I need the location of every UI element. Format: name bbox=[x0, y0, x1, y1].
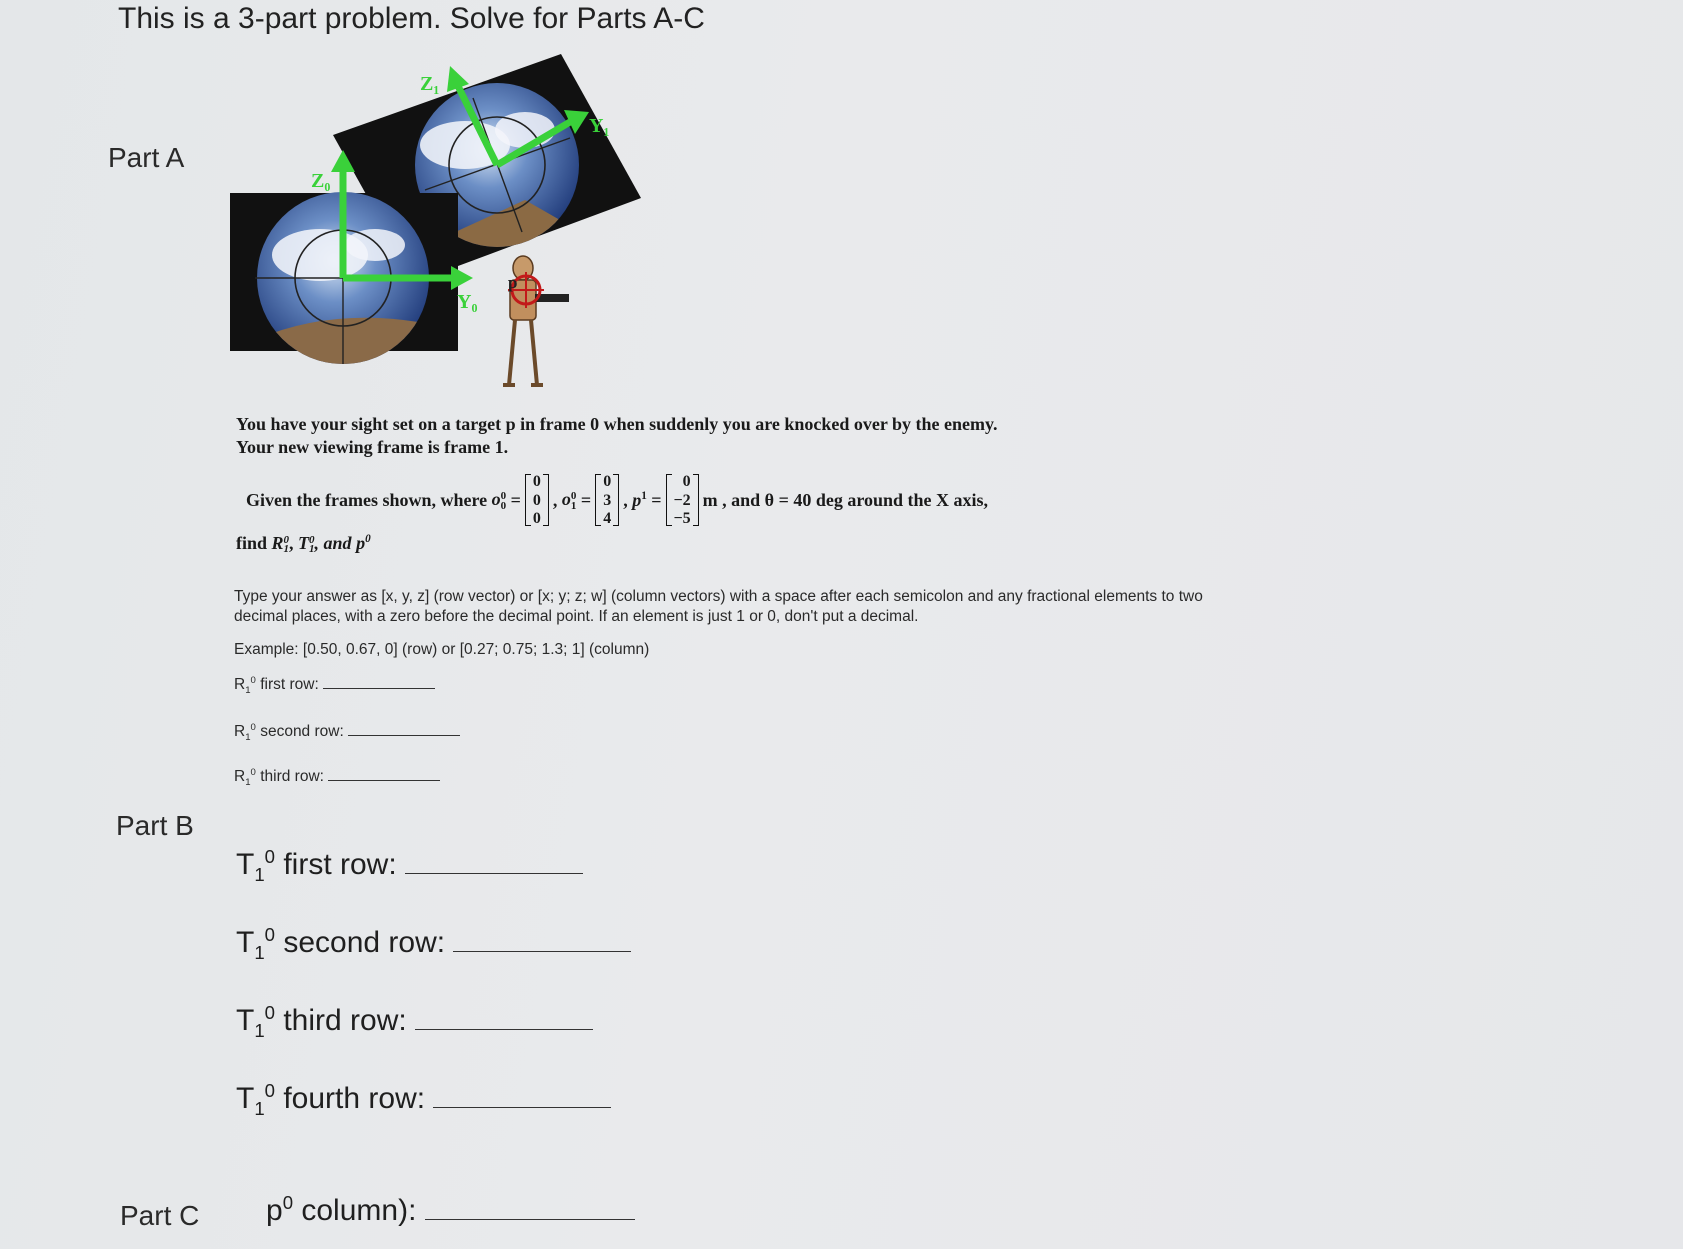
p1-symbol: $p^1$ bbox=[632, 489, 647, 510]
r-first-row-input[interactable] bbox=[323, 686, 435, 689]
target-p-label: p bbox=[508, 273, 518, 292]
axis-z0-label: Z₀ bbox=[311, 170, 331, 192]
r-third-row-input[interactable] bbox=[328, 778, 440, 781]
axis-z1-label: Z₁ bbox=[420, 73, 440, 95]
vector-o10: 0 3 4 bbox=[595, 474, 619, 526]
t-first-row: $T_1^0$ first row: bbox=[236, 848, 583, 882]
t-fourth-row: $T_1^0$ fourth row: bbox=[236, 1082, 611, 1116]
p-column: $p^0$ column): bbox=[266, 1194, 635, 1228]
p-column-input[interactable] bbox=[425, 1217, 635, 1220]
given-suffix: m , and θ = 40 deg around the X axis, bbox=[702, 489, 989, 510]
r-first-row: $R_1^0$ first row: bbox=[234, 676, 435, 694]
axis-y0-label: Y₀ bbox=[457, 291, 478, 313]
instructions-line1: Type your answer as [x, y, z] (row vector) or [x; y; z; w] (column vectors) with a space after each semicolon and any fractional elements to two bbox=[234, 588, 1203, 605]
given-prefix: Given the frames shown, where bbox=[246, 489, 488, 510]
problem-description-line2: Your new viewing frame is frame 1. bbox=[236, 437, 509, 457]
part-a-label: Part A bbox=[108, 142, 185, 173]
part-c-label: Part C bbox=[120, 1200, 200, 1231]
t-third-row: $T_1^0$ third row: bbox=[236, 1004, 593, 1038]
problem-description-line1: You have your sight set on a target p in frame 0 when suddenly you are knocked over by the enemy. bbox=[236, 414, 998, 434]
vector-o00: 0 0 0 bbox=[525, 474, 549, 526]
find-statement: find R 0 1 , T 0 1 , and $p^0$ bbox=[236, 533, 371, 555]
o10-symbol: o 0 1 bbox=[561, 489, 577, 512]
r-second-row-input[interactable] bbox=[348, 733, 460, 736]
problem-title: This is a 3-part problem. Solve for Parts A-C bbox=[118, 2, 705, 35]
r-third-row: $R_1^0$ third row: bbox=[234, 768, 440, 786]
instructions-line2: decimal places, with a zero before the decimal point. If an element is just 1 or 0, don't put a decimal. bbox=[234, 608, 919, 625]
t-first-row-input[interactable] bbox=[405, 871, 583, 874]
part-b-label: Part B bbox=[116, 810, 194, 841]
frames-figure bbox=[225, 50, 645, 395]
t-second-row: $T_1^0$ second row: bbox=[236, 926, 631, 960]
t-second-row-input[interactable] bbox=[453, 949, 631, 952]
t-fourth-row-input[interactable] bbox=[433, 1105, 611, 1108]
example-text: Example: [0.50, 0.67, 0] (row) or [0.27; 0.75; 1.3; 1] (column) bbox=[234, 641, 650, 658]
t-third-row-input[interactable] bbox=[415, 1027, 593, 1030]
o00-symbol: o 0 0 bbox=[491, 489, 507, 512]
r-second-row: $R_1^0$ second row: bbox=[234, 723, 460, 741]
vector-p1: 0 −2 −5 bbox=[666, 474, 699, 526]
given-statement: Given the frames shown, where o 0 0 = 0 0 0 , o 0 1 = 0 3 4 , $p^1$ = 0 −2 −5 m , and θ = 40 deg around the X axis, bbox=[246, 473, 989, 527]
axis-y1-label: Y₁ bbox=[589, 115, 610, 137]
